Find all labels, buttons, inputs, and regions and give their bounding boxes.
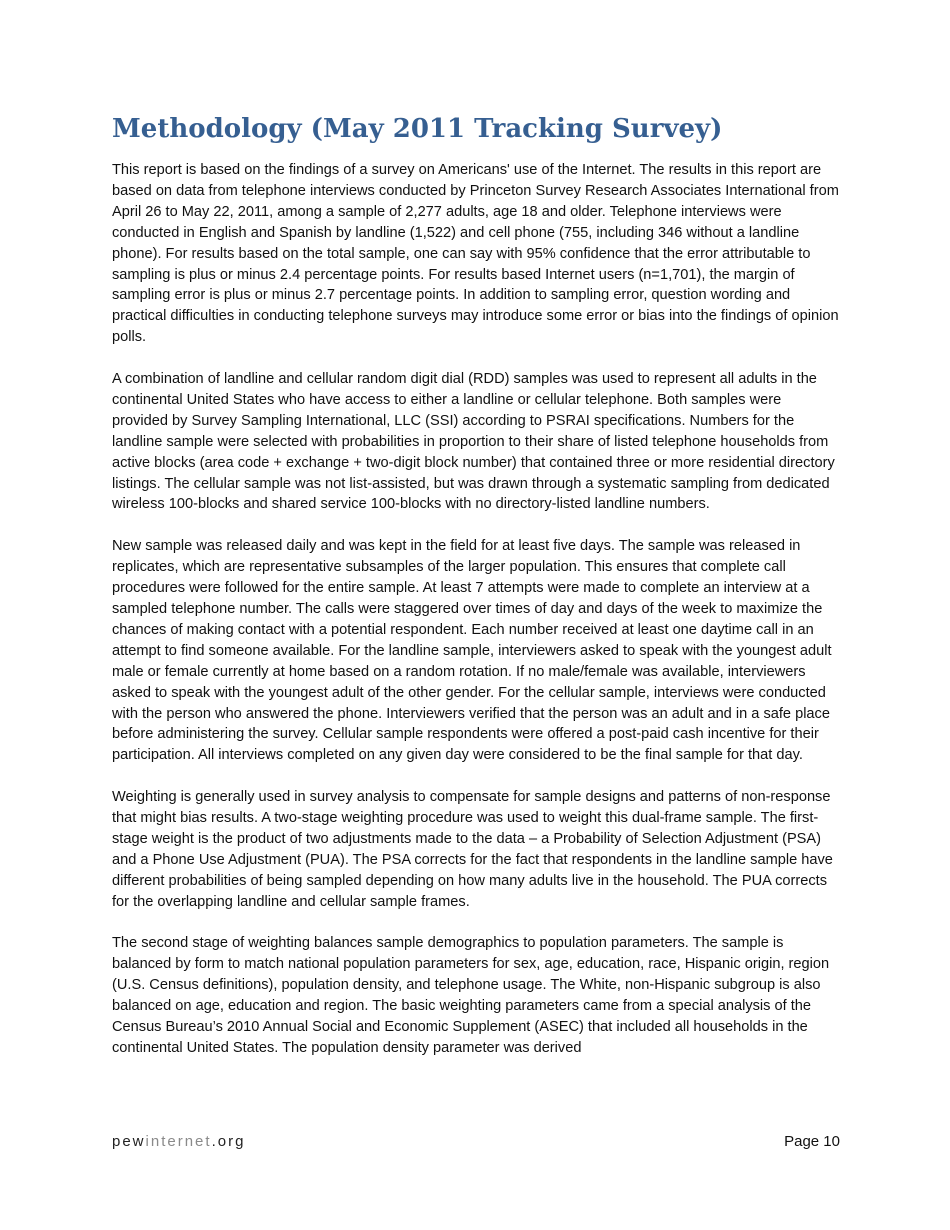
paragraph-contact-procedures: New sample was released daily and was kept in the field for at least five days. The sample was released in replicates, which are representative subsamples of the larger population. This ensures that complete call procedures were followed for the entire sample. At least 7 attempts were made to complete an interview at a sampled telephone number. The calls were staggered over times of day and days of the week to maximize the chances of making contact with a potential respondent. Each number received at least one daytime call in an attempt to find someone available. For the landline sample, interviewers asked to speak with the youngest adult male or female currently at home based on a random rotation. If no male/female was available, interviewers asked to speak with the youngest adult of the other gender. For the cellular sample, interviews were conducted with the person who answered the phone. Interviewers verified that the person was an adult and in a safe place before administering the survey. Cellular sample respondents were offered a post-paid cash incentive for their participation. All interviews completed on any given day were considered to be the final sample for that day.	[112, 538, 832, 764]
page-title: Methodology (May 2011 Tracking Survey)	[112, 114, 723, 144]
site-name-middle: internet	[145, 1133, 212, 1150]
paragraph-sample-design: A combination of landline and cellular random digit dial (RDD) samples was used to represent all adults in the continental United States who have access to either a landline or cellular telephone. Both samples were provided by Survey Sampling International, LLC (SSI) according to PSRAI specifications. Numbers for the landline sample were selected with probabilities in proportion to their share of listed telephone households from active blocks (area code + exchange + two-digit block number) that contained three or more residential directory listings. The cellular sample was not list-assisted, but was drawn through a systematic sampling from dedicated wireless 100-blocks and shared service 100-blocks with no directory-listed landline numbers.	[112, 371, 835, 513]
paragraph-weighting: Weighting is generally used in survey analysis to compensate for sample designs and patterns of non-response that might bias results. A two-stage weighting procedure was used to weight this dual-frame sample. The first-stage weight is the product of two adjustments made to the data – a Probability of Selection Adjustment (PSA) and a Phone Use Adjustment (PUA). The PSA corrects for the fact that respondents in the landline sample have different probabilities of being sampled depending on how many adults live in the household. The PUA corrects for the overlapping landline and cellular sample frames.	[112, 789, 833, 910]
site-name-prefix: pew	[112, 1133, 146, 1150]
site-name	[112, 1133, 245, 1150]
page-number: Page 10	[784, 1133, 840, 1150]
page-footer	[112, 1133, 840, 1153]
document-page	[112, 110, 840, 1080]
site-name-suffix: .org	[211, 1133, 246, 1150]
paragraph-second-stage-weighting: The second stage of weighting balances sample demographics to population parameters. The sample is balanced by form to match national population parameters for sex, age, education, race, Hispanic origin, region (U.S. Census definitions), population density, and telephone usage. The White, non-Hispanic subgroup is also balanced on age, education and region. The basic weighting parameters came from a special analysis of the Census Bureau’s 2010 Annual Social and Economic Supplement (ASEC) that included all households in the continental United States. The population density parameter was derived	[112, 935, 830, 1056]
paragraph-overview: This report is based on the findings of a survey on Americans' use of the Internet. The results in this report are based on data from telephone interviews conducted by Princeton Survey Research Associates International from April 26 to May 22, 2011, among a sample of 2,277 adults, age 18 and older. Telephone interviews were conducted in English and Spanish by landline (1,522) and cell phone (755, including 346 without a landline phone). For results based on the total sample, one can say with 95% confidence that the error attributable to sampling is plus or minus 2.4 percentage points. For results based Internet users (n=1,701), the margin of sampling error is plus or minus 2.7 percentage points. In addition to sampling error, question wording and practical difficulties in conducting telephone surveys may introduce some error or bias into the findings of opinion polls.	[112, 162, 839, 346]
